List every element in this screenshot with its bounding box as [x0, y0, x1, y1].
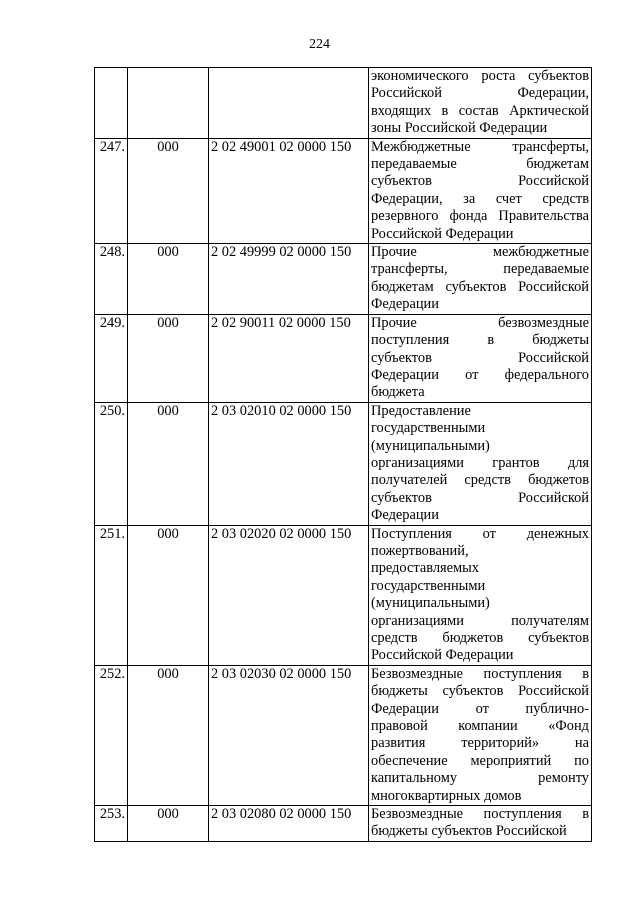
income-name-line: субъектов Российской: [371, 173, 589, 190]
income-name-line: Федерации: [371, 507, 439, 524]
income-name-line: бюджеты субъектов Российской: [371, 823, 567, 840]
income-name-line: обеспечение мероприятий по: [371, 752, 589, 769]
budget-code-cell: 2 02 49001 02 0000 150: [209, 138, 369, 243]
income-name-line: Федерации от федерального: [371, 366, 589, 383]
budget-code-cell: [209, 68, 369, 139]
income-name-cell: [369, 68, 592, 139]
income-name-line: бюджетам субъектов Российской: [371, 278, 589, 295]
table-row: [95, 138, 592, 243]
page-number: 224: [309, 37, 330, 52]
income-name-line: средств бюджетов субъектов: [371, 630, 589, 646]
income-name-line: организациями получателям: [371, 612, 589, 629]
income-name-line: предоставляемых: [371, 560, 479, 577]
admin-code-cell: 000: [128, 138, 209, 243]
table-row: [95, 244, 592, 315]
income-name-line: экономического роста субъектов: [371, 68, 589, 84]
row-number-cell: 248.: [95, 244, 128, 315]
income-name-line: бюджета: [371, 384, 425, 401]
income-name-line: (муниципальными): [371, 437, 490, 454]
income-name-cell: [369, 665, 592, 805]
income-name-line: зоны Российской Федерации: [371, 120, 548, 137]
income-name-line: капитальному ремонту: [371, 770, 589, 787]
income-name-line: субъектов Российской: [371, 489, 589, 506]
table-row: [95, 68, 592, 139]
income-name-line: входящих в состав Арктической: [371, 102, 589, 119]
income-name-line: развития территорий» на: [371, 735, 589, 752]
budget-code-cell: 2 02 90011 02 0000 150: [209, 314, 369, 402]
budget-code-cell: 2 03 02030 02 0000 150: [209, 665, 369, 805]
income-name-line: государственными: [371, 420, 486, 437]
table-row: [95, 665, 592, 805]
row-number-cell: 251.: [95, 525, 128, 665]
income-name-cell: [369, 806, 592, 842]
income-name-cell: [369, 244, 592, 315]
income-name-line: Российской Федерации: [371, 225, 514, 242]
income-name-line: резервного фонда Правительства: [371, 208, 589, 225]
row-number-cell: 253.: [95, 806, 128, 842]
income-name-line: государственными: [371, 577, 486, 594]
income-name-cell: [369, 138, 592, 243]
income-name-line: Безвозмездные поступления в: [371, 665, 589, 682]
income-name-line: правовой компании «Фонд: [371, 718, 589, 735]
admin-code-cell: 000: [128, 314, 209, 402]
admin-code-cell: [128, 68, 209, 139]
income-name-line: передаваемые бюджетам: [371, 156, 589, 173]
income-name-line: Российской Федерации,: [371, 85, 589, 102]
income-name-line: Федерации от публично-: [371, 700, 589, 717]
income-name-line: бюджеты субъектов Российской: [371, 683, 589, 700]
table-row: [95, 806, 592, 842]
income-name-line: получателей средств бюджетов: [371, 472, 589, 489]
table-row: [95, 314, 592, 402]
table-row: [95, 402, 592, 525]
income-name-line: Безвозмездные поступления в: [371, 806, 589, 823]
admin-code-cell: 000: [128, 244, 209, 315]
row-number-cell: [95, 68, 128, 139]
admin-code-cell: 000: [128, 525, 209, 665]
income-name-line: организациями грантов для: [371, 454, 589, 471]
income-name-line: Прочие безвозмездные: [371, 314, 589, 331]
income-name-line: поступления в бюджеты: [371, 332, 589, 349]
income-name-line: Поступления от денежных: [371, 525, 589, 542]
income-name-cell: [369, 402, 592, 525]
admin-code-cell: 000: [128, 806, 209, 842]
income-name-line: Межбюджетные трансферты,: [371, 138, 589, 155]
income-name-line: Российской Федерации: [371, 647, 514, 664]
table-row: [95, 525, 592, 665]
income-name-line: Предоставление: [371, 402, 471, 419]
budget-codes-table: [94, 67, 592, 842]
income-name-cell: [369, 314, 592, 402]
income-name-line: (муниципальными): [371, 595, 490, 612]
budget-code-cell: 2 03 02080 02 0000 150: [209, 806, 369, 842]
row-number-cell: 252.: [95, 665, 128, 805]
admin-code-cell: 000: [128, 402, 209, 525]
income-name-line: Прочие межбюджетные: [371, 244, 589, 261]
income-name-line: пожертвований,: [371, 542, 469, 559]
income-name-line: Федерации: [371, 296, 439, 313]
row-number-cell: 249.: [95, 314, 128, 402]
income-name-line: субъектов Российской: [371, 349, 589, 366]
row-number-cell: 250.: [95, 402, 128, 525]
admin-code-cell: 000: [128, 665, 209, 805]
income-name-line: трансферты, передаваемые: [371, 261, 589, 278]
budget-code-cell: 2 03 02020 02 0000 150: [209, 525, 369, 665]
budget-code-cell: 2 03 02010 02 0000 150: [209, 402, 369, 525]
income-name-cell: [369, 525, 592, 665]
income-name-line: многоквартирных домов: [371, 787, 522, 804]
budget-code-cell: 2 02 49999 02 0000 150: [209, 244, 369, 315]
row-number-cell: 247.: [95, 138, 128, 243]
income-name-line: Федерации, за счет средств: [371, 190, 589, 207]
